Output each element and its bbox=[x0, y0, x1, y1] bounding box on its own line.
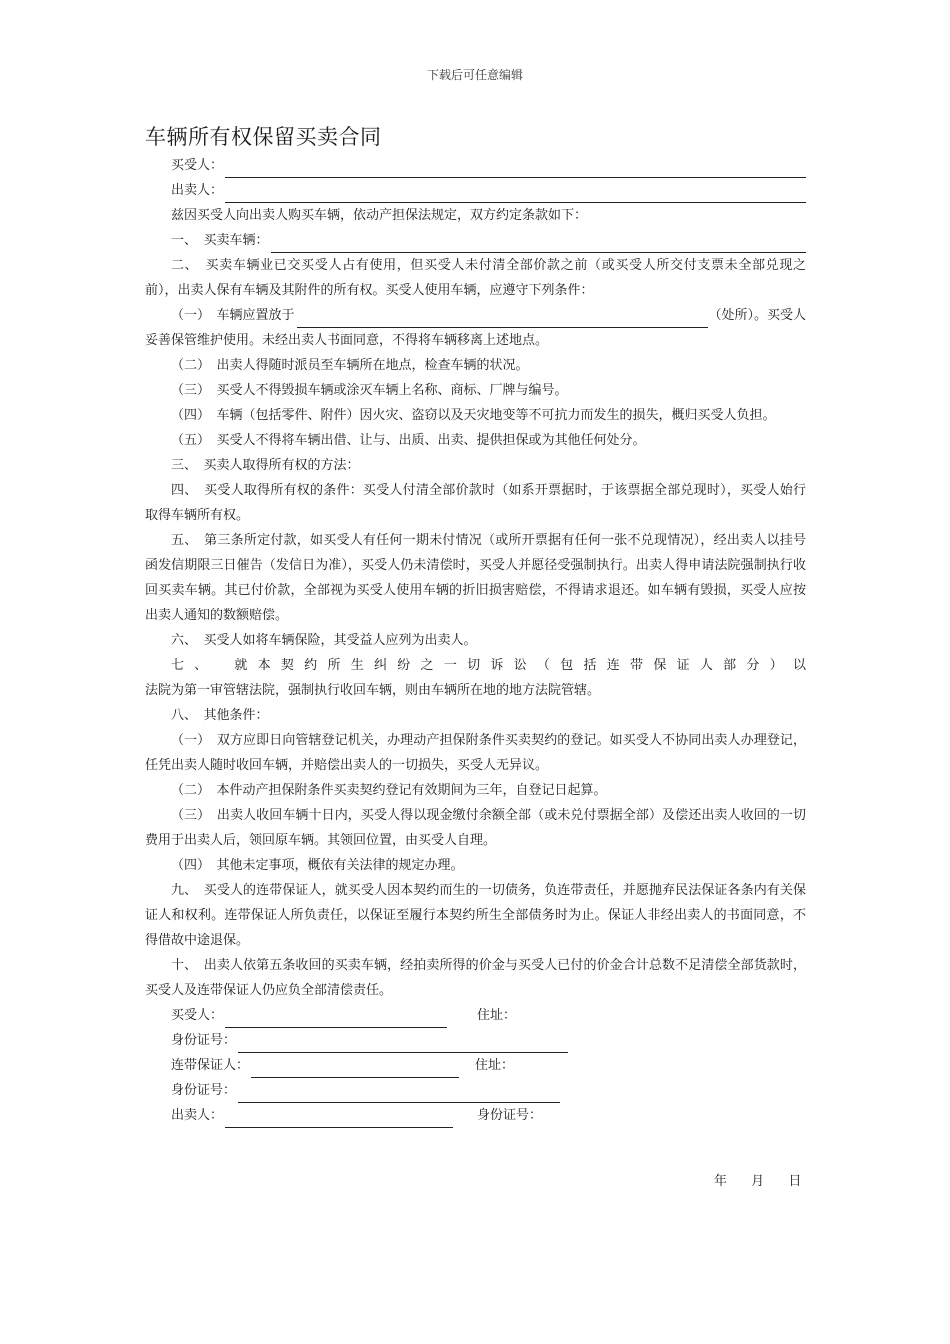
sig-seller-label: 出卖人： bbox=[171, 1108, 224, 1123]
clause-8-1: （一） 双方应即日向管辖登记机关，办理动产担保附条件买卖契约的登记。如买受人不协同出卖人办理登记，任凭出卖人随时收回车辆，并赔偿出卖人的一切损失，买受人无异议。 bbox=[145, 733, 806, 773]
sig-seller-blank[interactable] bbox=[225, 1110, 453, 1128]
clause-1-text: 一、 买卖车辆： bbox=[171, 233, 269, 248]
sig-guarantor-address-label: 住址： bbox=[475, 1058, 515, 1073]
clause-2-4: （四） 车辆（包括零件、附件）因火灾、盗窃以及天灾地变等不可抗力而发生的损失，概归买受人负担。 bbox=[171, 408, 776, 423]
clause-1 bbox=[145, 228, 806, 253]
buyer-blank[interactable] bbox=[225, 160, 806, 178]
signature-guarantor-row bbox=[145, 1053, 806, 1078]
clause-2: 二、 买卖车辆业已交买受人占有使用，但买受人未付清全部价款之前（或买受人所交付支票未全部兑现之前），出卖人保有车辆及其附件的所有权。买受人使用车辆，应遵守下列条件： bbox=[145, 258, 806, 298]
sig-buyer-address-label: 住址： bbox=[477, 1008, 517, 1023]
clause-2-2: （二） 出卖人得随时派员至车辆所在地点，检查车辆的状况。 bbox=[171, 358, 529, 373]
clause-4: 四、 买受人取得所有权的条件：买受人付清全部价款时（如系开票据时，于该票据全部兑现时），买受人始行取得车辆所有权。 bbox=[145, 483, 806, 523]
page-header: 下载后可任意编辑 bbox=[426, 68, 523, 82]
buyer-line bbox=[145, 153, 806, 178]
clause-8-3: （三） 出卖人收回车辆十日内，买受人得以现金缴付余额全部（或未兑付票据全部）及偿还出卖人收回的一切费用于出卖人后，领回原车辆。其领回位置，由买受人自理。 bbox=[145, 808, 806, 848]
sig-buyer-id-label: 身份证号： bbox=[171, 1033, 237, 1048]
clause-8: 八、 其他条件： bbox=[171, 708, 269, 723]
clause-2-1-cont: 妥善保管维护使用。未经出卖人书面同意，不得将车辆移离上述地点。 bbox=[145, 333, 549, 348]
clause-5: 五、 第三条所定付款，如买受人有任何一期未付情况（或所开票据有任何一张不兑现情况），经出卖人以挂号函发信期限三日催告（发信日为准），买受人仍未清偿时，买受人并愿径受强制执行。出卖人得申请法院强制执行收回买卖车辆。其已付价款，全部视为买受人使用车辆的折旧损害赔偿，不得请求退还。如车辆有毁损，买受人应按出卖人通知的数额赔偿。 bbox=[145, 533, 806, 623]
clause-7-line-1: 七、 就本契约所生纠纷之一切诉讼（包括连带保证人部分）以 bbox=[171, 658, 806, 673]
sig-guarantor-blank[interactable] bbox=[251, 1060, 459, 1078]
seller-line bbox=[145, 178, 806, 203]
vehicle-blank[interactable] bbox=[271, 235, 806, 253]
sig-buyer-label: 买受人： bbox=[171, 1008, 224, 1023]
date-year: 年 bbox=[714, 1174, 728, 1189]
date-day: 日 bbox=[788, 1174, 802, 1189]
clause-3: 三、 买卖人取得所有权的方法： bbox=[171, 458, 360, 473]
clause-9: 九、 买受人的连带保证人，就买受人因本契约而生的一切债务，负连带责任，并愿抛弃民法保证各条内有关保证人和权利。连带保证人所负责任，以保证至履行本契约所生全部债务时为止。保证人非经出卖人的书面同意，不得借故中途退保。 bbox=[145, 883, 806, 948]
intro-paragraph: 兹因买受人向出卖人购买车辆，依动产担保法规定，双方约定条款如下： bbox=[171, 208, 588, 223]
sig-buyer-id-blank[interactable] bbox=[238, 1035, 568, 1053]
clause-8-4: （四） 其他未定事项，概依有关法律的规定办理。 bbox=[171, 858, 464, 873]
date-month: 月 bbox=[751, 1174, 765, 1189]
sig-guarantor-label: 连带保证人： bbox=[171, 1058, 250, 1073]
clause-2-1 bbox=[145, 303, 806, 328]
signature-guarantor-id-row bbox=[145, 1078, 806, 1103]
signature-buyer-id-row bbox=[145, 1028, 806, 1053]
sig-guarantor-id-label: 身份证号： bbox=[171, 1083, 237, 1098]
clause-2-3: （三） 买受人不得毁损车辆或涂灭车辆上名称、商标、厂牌与编号。 bbox=[171, 383, 568, 398]
location-blank[interactable] bbox=[297, 310, 709, 328]
signature-buyer-row bbox=[145, 1003, 806, 1028]
clause-7-line-2: 法院为第一审管辖法院，强制执行收回车辆，则由车辆所在地的地方法院管辖。 bbox=[145, 683, 601, 698]
clause-8-2: （二） 本件动产担保附条件买卖契约登记有效期间为三年，自登记日起算。 bbox=[171, 783, 607, 798]
sig-seller-id-label: 身份证号： bbox=[477, 1108, 543, 1123]
clause-2-1-pre: （一） 车辆应置放于 bbox=[171, 308, 295, 323]
clause-2-5: （五） 买受人不得将车辆出借、让与、出质、出卖、提供担保或为其他任何处分。 bbox=[171, 433, 646, 448]
seller-blank[interactable] bbox=[225, 185, 806, 203]
clause-6: 六、 买受人如将车辆保险，其受益人应列为出卖人。 bbox=[171, 633, 477, 648]
seller-label: 出卖人： bbox=[171, 183, 224, 198]
clause-10: 十、 出卖人依第五条收回的买卖车辆，经拍卖所得的价金与买受人已付的价金合计总数不足清偿全部货款时，买受人及连带保证人仍应负全部清偿责任。 bbox=[145, 958, 806, 998]
contract-title: 车辆所有权保留买卖合同 bbox=[145, 125, 382, 149]
buyer-label: 买受人： bbox=[171, 158, 224, 173]
date-line bbox=[714, 1172, 801, 1192]
contract-body bbox=[145, 122, 806, 1128]
sig-guarantor-id-blank[interactable] bbox=[238, 1085, 560, 1103]
clause-2-1-post: （处所）。买受人 bbox=[708, 308, 806, 323]
sig-buyer-blank[interactable] bbox=[225, 1010, 447, 1028]
signature-seller-row bbox=[145, 1103, 806, 1128]
